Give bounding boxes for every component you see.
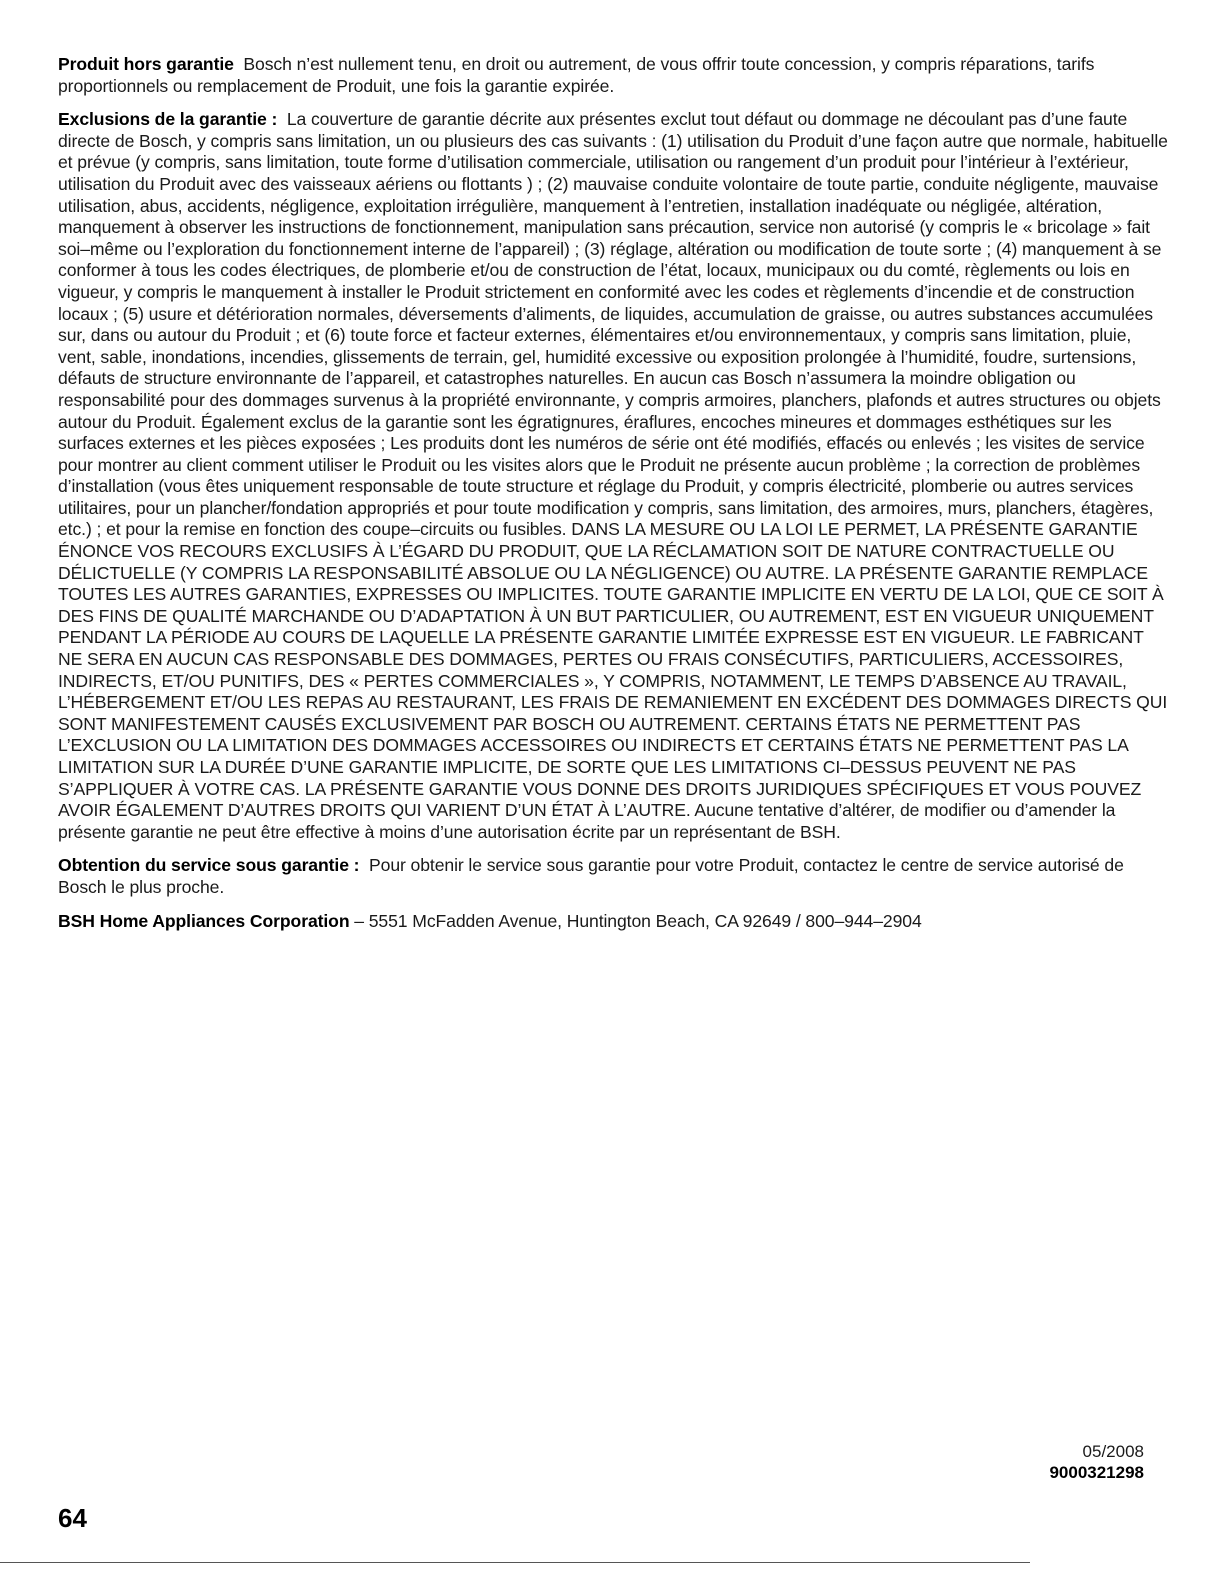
section-heading: BSH Home Appliances Corporation [58,910,350,931]
section-company-contact [58,911,1168,933]
section-body: La couverture de garantie décrite aux présentes exclut tout défaut ou dommage ne découlant pas d’une faute directe de Bosch, y compris sans limitation, un ou plusieurs des cas suivants : (1) utilisation du Produit d’une façon autre que normale, habituelle et prévue (y compris, sans limitation, toute forme d’utilisation commerciale, utilisation ou rangement d’un produit pour l’intérieur à l’extérieur, utilisation du Produit avec des vaisseaux aériens ou flottants ) ; (2) mauvaise conduite volontaire de toute partie, conduite négligente, mauvaise utilisation, abus, accidents, négligence, exploitation irrégulière, manquement à l’entretien, installation inadéquate ou négligée, altération, manquement à observer les instructions de fonctionnement, manipulation sans précaution, service non autorisé (y compris le « bricolage » fait soi–même ou l’exploration du fonctionnement interne de l’appareil) ; (3) réglage, altération ou modification de toute sorte ; (4) manquement à se conformer à tous les codes électriques, de plomberie et/ou de construction de l’état, locaux, municipaux ou du comté, règlements ou lois en vigueur, y compris le manquement à installer le Produit strictement en conformité avec les codes et règlements d’incendie et de construction locaux ; (5) usure et détérioration normales, déversements d’aliments, de liquides, accumulation de graisse, ou autres substances accumulées sur, dans ou autour du Produit ; et (6) toute force et facteur externes, élémentaires et/ou environnementaux, y compris sans limitation, pluie, vent, sable, inondations, incendies, glissements de terrain, gel, humidité excessive ou exposition prolongée à l’humidité, foudre, surtensions, défauts de structure environnante de l’appareil, et catastrophes naturelles. En aucun cas Bosch n’assumera la moindre obligation ou responsabilité pour des dommages survenus à la propriété environnante, y compris armoires, planchers, plafonds et autres structures ou objets autour du Produit. Également exclus de la garantie sont les égratignures, éraflures, encoches mineures et dommages esthétiques sur les surfaces externes et les pièces exposées ; Les produits dont les numéros de série ont été modifiés, effacés ou enlevés ; les visites de service pour montrer au client comment utiliser le Produit ou les visites alors que le Produit ne présente aucun problème ; la correction de problèmes d’installation (vous êtes uniquement responsable de toute structure et réglage du Produit, y compris électricité, plomberie ou autres services utilitaires, pour un plancher/fondation appropriés et pour toute modification y compris, sans limitation, des armoires, murs, planchers, étagères, etc.) ; et pour la remise en fonction des coupe–circuits ou fusibles. DANS LA MESURE OU LA LOI LE PERMET, LA PRÉSENTE GARANTIE ÉNONCE VOS RECOURS EXCLUSIFS À L’ÉGARD DU PRODUIT, QUE LA RÉCLAMATION SOIT DE NATURE CONTRACTUELLE OU DÉLICTUELLE (Y COMPRIS LA RESPONSABILITÉ ABSOLUE OU LA NÉGLIGENCE) OU AUTRE. LA PRÉSENTE GARANTIE REMPLACE TOUTES LES AUTRES GARANTIES, EXPRESSES OU IMPLICITES. TOUTE GARANTIE IMPLICITE EN VERTU DE LA LOI, QUE CE SOIT À DES FINS DE QUALITÉ MARCHANDE OU D’ADAPTATION À UN BUT PARTICULIER, OU AUTREMENT, EST EN VIGUEUR UNIQUEMENT PENDANT LA PÉRIODE AU COURS DE LAQUELLE LA PRÉSENTE GARANTIE LIMITÉE EXPRESSE EST EN VIGUEUR. LE FABRICANT NE SERA EN AUCUN CAS RESPONSABLE DES DOMMAGES, PERTES OU FRAIS CONSÉCUTIFS, PARTICULIERS, ACCESSOIRES, INDIRECTS, ET/OU PUNITIFS, DES « PERTES COMMERCIALES », Y COMPRIS, NOTAMMENT, LE TEMPS D’ABSENCE AU TRAVAIL, L’HÉBERGEMENT ET/OU LES REPAS AU RESTAURANT, LES FRAIS DE REMANIEMENT EN EXCÉDENT DES DOMMAGES DIRECTS QUI SONT MANIFESTEMENT CAUSÉS EXCLUSIVEMENT PAR BOSCH OU AUTREMENT. CERTAINS ÉTATS NE PERMETTENT PAS L’EXCLUSION OU LA LIMITATION DES DOMMAGES ACCESSOIRES OU INDIRECTS ET CERTAINS ÉTATS NE PERMETTENT PAS LA LIMITATION SUR LA DURÉE D’UNE GARANTIE IMPLICITE, DE SORTE QUE LES LIMITATIONS CI–DESSUS PEUVENT NE PAS S’APPLIQUER À VOTRE CAS. LA PRÉSENTE GARANTIE VOUS DONNE DES DROITS JURIDIQUES SPÉCIFIQUES ET VOUS POUVEZ AVOIR ÉGALEMENT D’AUTRES DROITS QUI VARIENT D’UN ÉTAT À L’AUTRE. Aucune tentative d’altérer, de modifier ou d’amender la présente garantie ne peut être effective à moins d’une autorisation écrite par un représentant de BSH. [58,109,1168,842]
section-obtaining-service [58,855,1168,898]
section-body: – 5551 McFadden Avenue, Huntington Beach, CA 92649 / 800–944–2904 [354,910,922,931]
section-heading: Produit hors garantie [58,54,234,74]
section-heading: Exclusions de la garantie : [58,109,278,130]
revision-date: 05/2008 [1082,1442,1144,1461]
page-number: 64 [58,1503,87,1533]
section-heading: Obtention du service sous garantie : [58,855,360,876]
section-warranty-exclusions [58,109,1168,843]
section-body: Pour obtenir le service sous garantie pour votre Produit, contactez le centre de service autorisé de Bosch le plus proche. [58,855,1124,897]
footer-divider [0,1562,1030,1563]
warranty-text-body [58,54,1168,944]
section-body: Bosch n’est nullement tenu, en droit ou autrement, de vous offrir toute concession, y compris réparations, tarifs proportionnels ou remplacement de Produit, une fois la garantie expirée. [58,54,1095,96]
section-out-of-warranty [58,54,1168,97]
document-number: 9000321298 [1049,1463,1144,1482]
